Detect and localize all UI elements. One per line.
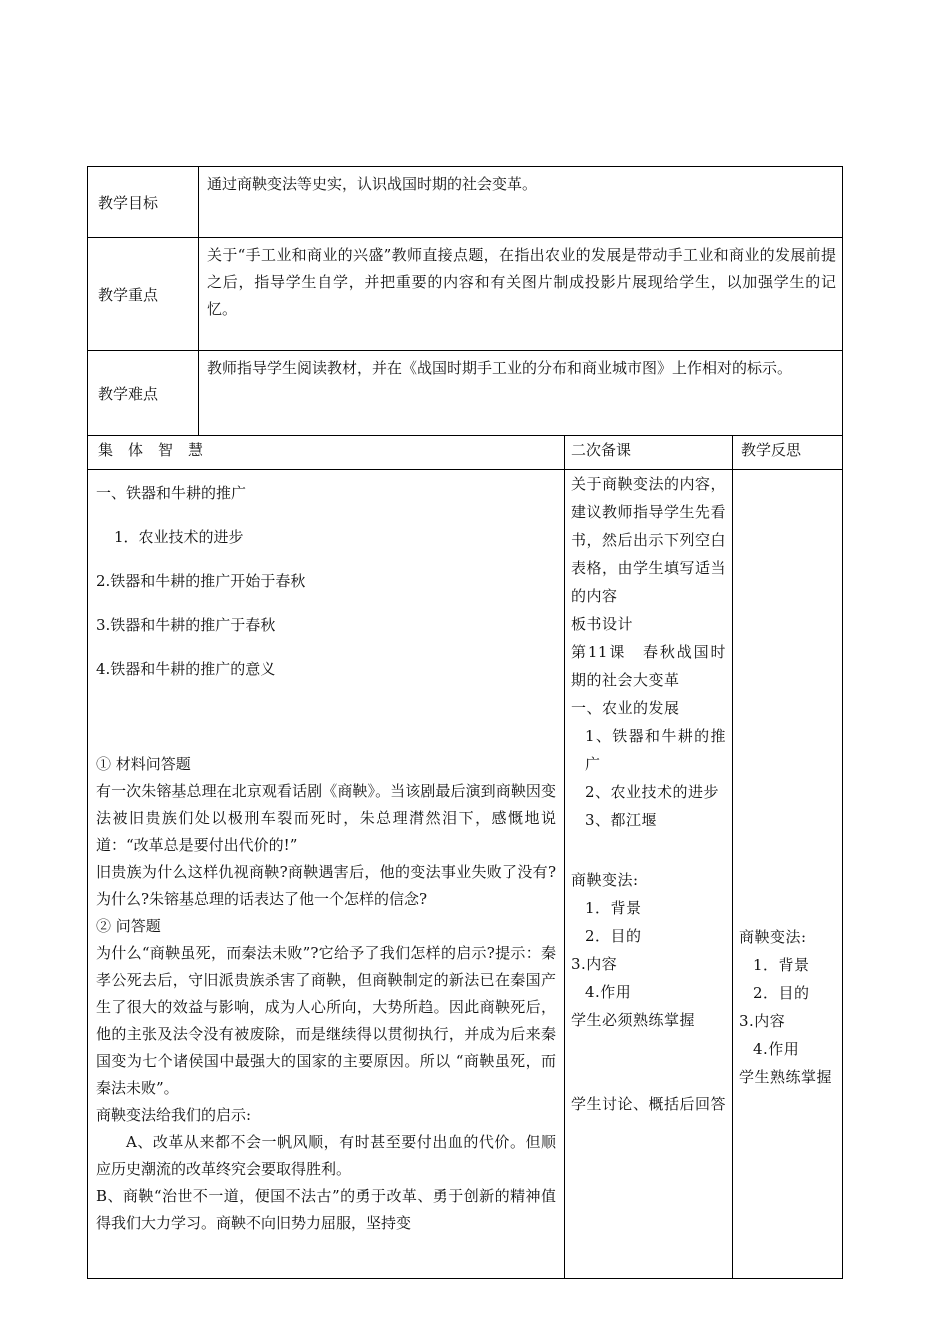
material-paragraph: 有一次朱镕基总理在北京观看话剧《商鞅》。当该剧最后演到商鞅因变法被旧贵族们处以极刑车裂而死时，朱总理潸然泪下，感慨地说道：“改革总是要付出代价的!”	[96, 782, 556, 854]
header-col3: 教学反思	[741, 441, 802, 459]
col2-item-3: 3、都江堰	[585, 811, 658, 829]
col2-lesson: 第11课 春秋战国时期的社会大变革	[571, 643, 726, 689]
difficulty-text: 教师指导学生阅读教材，并在《战国时期手工业的分布和商业城市图》上作相对的标示。	[207, 359, 793, 377]
outline-heading: 一、铁器和牛耕的推广	[96, 484, 247, 502]
col2-reform-title: 商鞅变法:	[571, 871, 639, 889]
difficulty-label: 教学难点	[98, 384, 159, 403]
col3-master-note: 学生熟练掌握	[739, 1068, 833, 1086]
focus-text: 关于“手工业和商业的兴盛”教师直接点题，在指出农业的发展是带动手工业和商业的发展前提之后，指导学生自学，并把重要的内容和有关图片制成投影片展现给学生，以加强学生的记忆。	[207, 246, 836, 318]
col3-reform-4: 4.作用	[753, 1040, 800, 1058]
header-col2-cell	[565, 436, 733, 470]
goal-text-cell	[199, 167, 843, 238]
difficulty-text-cell	[199, 351, 843, 436]
difficulty-label-cell	[88, 351, 199, 436]
header-col1: 集 体 智 慧	[98, 441, 204, 459]
col3-reform-3: 3.内容	[739, 1012, 786, 1030]
focus-label: 教学重点	[98, 285, 159, 304]
col2-board-title: 板书设计	[571, 615, 634, 633]
lesson-plan-table	[87, 166, 843, 1279]
col3-reform-2: 2．目的	[753, 984, 810, 1002]
header-col3-cell	[733, 436, 843, 470]
outline-item-3: 3.铁器和牛耕的推广于春秋	[96, 616, 276, 634]
col2-reform-2: 2．目的	[585, 927, 642, 945]
col2-body-cell	[565, 470, 733, 1279]
col2-item-1: 1、铁器和牛耕的推广	[585, 727, 726, 773]
col2-reform-3: 3.内容	[571, 955, 618, 973]
outline-item-4: 4.铁器和牛耕的推广的意义	[96, 660, 276, 678]
outline-item-1: 1．农业技术的进步	[114, 528, 244, 546]
goal-label: 教学目标	[98, 193, 159, 212]
material-question-title: ① 材料问答题	[96, 755, 191, 773]
header-col2: 二次备课	[571, 441, 632, 459]
col2-note: 关于商鞅变法的内容，建议教师指导学生先看书，然后出示下列空白表格，由学生填写适当的内容	[571, 475, 727, 605]
col2-reform-1: 1．背景	[585, 899, 642, 917]
header-col1-cell	[88, 436, 565, 470]
col3-reform-1: 1．背景	[753, 956, 810, 974]
col3-body-cell	[733, 470, 843, 1279]
col2-master-note: 学生必须熟练掌握	[571, 1011, 696, 1029]
inspiration-title: 商鞅变法给我们的启示:	[96, 1106, 252, 1124]
outline-item-2: 2.铁器和牛耕的推广开始于春秋	[96, 572, 306, 590]
focus-label-cell	[88, 238, 199, 351]
col2-discussion-note: 学生讨论、概括后回答	[571, 1095, 727, 1113]
qa-paragraph: 为什么“商鞅虽死，而秦法未败”?它给予了我们怎样的启示?提示：秦孝公死去后，守旧派贵族杀害了商鞅，但商鞅制定的新法已在秦国产生了很大的效益与影响，成为人心所向，大势所趋。因此商鞅死后，他的主张及法令没有被废除，而是继续得以贯彻执行，并成为后来秦国变为七个诸侯国中最强大的国家的主要原因。所以 “商鞅虽死，而秦法未败”。	[96, 944, 556, 1097]
goal-text: 通过商鞅变法等史实，认识战国时期的社会变革。	[207, 175, 538, 193]
col1-body-cell	[88, 470, 565, 1279]
col2-item-2: 2、农业技术的进步	[585, 783, 720, 801]
qa-title: ② 问答题	[96, 917, 161, 935]
col2-reform-4: 4.作用	[585, 983, 632, 1001]
material-questions: 旧贵族为什么这样仇视商鞅?商鞅遇害后，他的变法事业失败了没有?为什么?朱镕基总理的话表达了他一个怎样的信念?	[96, 863, 556, 908]
inspiration-b: B、商鞅“治世不一道，便国不法古”的勇于改革、勇于创新的精神值得我们大力学习。商鞅不向旧势力屈服，坚持变	[96, 1187, 556, 1232]
inspiration-a: A、改革从来都不会一帆风顺，有时甚至要付出血的代价。但顺应历史潮流的改革终究会要取得胜利。	[96, 1133, 556, 1178]
goal-label-cell	[88, 167, 199, 238]
focus-text-cell	[199, 238, 843, 351]
col3-reform-title: 商鞅变法:	[739, 928, 807, 946]
col2-section: 一、农业的发展	[571, 699, 680, 717]
